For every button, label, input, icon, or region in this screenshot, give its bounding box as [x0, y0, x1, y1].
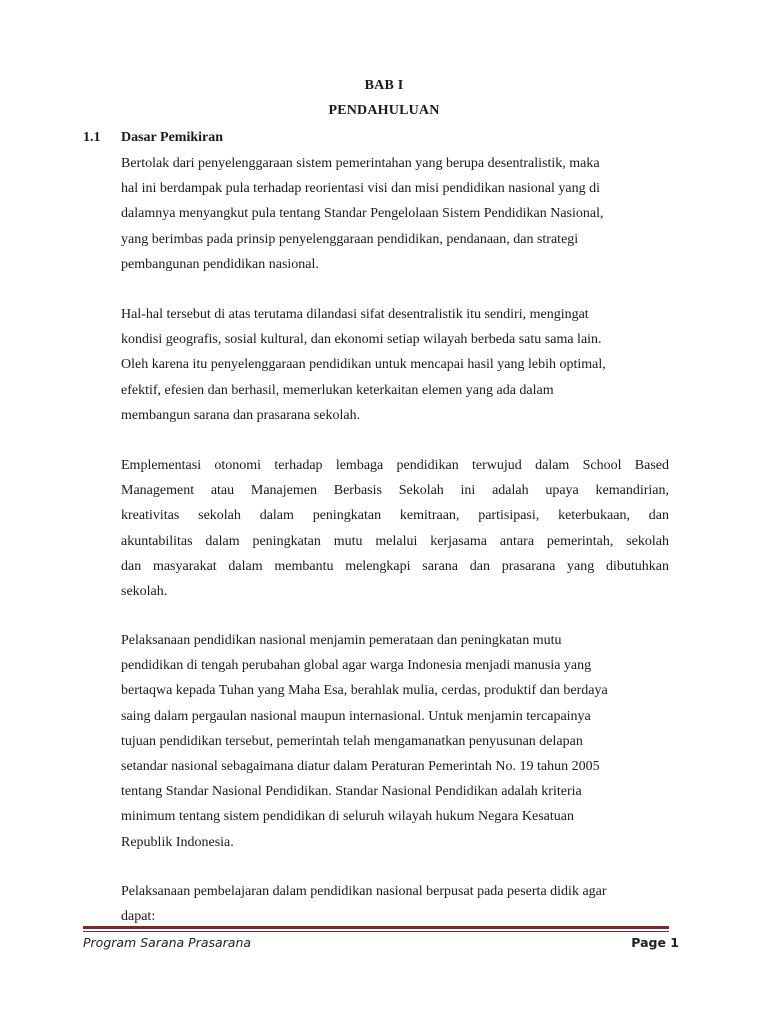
paragraph-line: dan masyarakat dalam membantu melengkapi sarana dan prasarana yang dibutuhkan [121, 558, 669, 574]
paragraph-2 [121, 302, 669, 428]
paragraph-line: pembangunan pendidikan nasional. [121, 256, 319, 272]
paragraph-line: pendidikan di tengah perubahan global agar warga Indonesia menjadi manusia yang [121, 658, 592, 674]
footer-rule-thin [83, 931, 669, 932]
paragraph-line: tentang Standar Nasional Pendidikan. Standar Nasional Pendidikan adalah kriteria [121, 784, 582, 800]
section-title: Dasar Pemikiran [121, 130, 224, 145]
paragraph-line: Pelaksanaan pembelajaran dalam pendidikan nasional berpusat pada peserta didik agar [121, 884, 607, 899]
paragraph-line: membangun sarana dan prasarana sekolah. [121, 407, 361, 423]
paragraph-line: setandar nasional sebagaimana diatur dalam Peraturan Pemerintah No. 19 tahun 2005 [121, 759, 600, 775]
paragraph-line: minimum tentang sistem pendidikan di seluruh wilayah hukum Negara Kesatuan [121, 809, 574, 825]
chapter-title: PENDAHULUAN [328, 103, 440, 118]
paragraph-line: hal ini berdampak pula terhadap reorientasi visi dan misi pendidikan nasional yang di [121, 181, 600, 197]
paragraph-line: kreativitas sekolah dalam peningkatan kemitraan, partisipasi, keterbukaan, dan [121, 508, 669, 524]
paragraph-line: saing dalam pergaulan nasional maupun internasional. Untuk menjamin tercapainya [121, 708, 591, 724]
paragraph-line: kondisi geografis, sosial kultural, dan ekonomi setiap wilayah berbeda satu sama lain. [121, 332, 602, 348]
paragraph-1 [121, 151, 669, 277]
footer-rule-thick [83, 926, 669, 929]
paragraph-line: Bertolak dari penyelenggaraan sistem pemerintahan yang berupa desentralistik, maka [121, 156, 600, 171]
paragraph-line: Oleh karena itu penyelenggaraan pendidikan untuk mencapai hasil yang lebih optimal, [121, 357, 606, 373]
paragraph-line: sekolah. [121, 584, 168, 600]
section-number: 1.1 [83, 130, 101, 145]
paragraph-line: tujuan pendidikan tersebut, pemerintah telah mengamanatkan penyusunan delapan [121, 733, 583, 749]
paragraph-line: Hal-hal tersebut di atas terutama dilandasi sifat desentralistik itu sendiri, mengingat [121, 307, 589, 322]
paragraph-line: dapat: [121, 909, 156, 925]
paragraph-line: Emplementasi otonomi terhadap lembaga pendidikan terwujud dalam School Based [121, 458, 669, 473]
paragraph-line: yang berimbas pada prinsip penyelenggaraan pendidikan, pendanaan, dan strategi [121, 231, 579, 247]
paragraph-line: akuntabilitas dalam peningkatan mutu melalui kerjasama antara pemerintah, sekolah [121, 533, 669, 549]
paragraph-line: Pelaksanaan pendidikan nasional menjamin pemerataan dan peningkatan mutu [121, 633, 562, 648]
paragraph-line: dalamnya menyangkut pula tentang Standar Pengelolaan Sistem Pendidikan Nasional, [121, 206, 604, 222]
footer-page-number: Page 1 [631, 935, 679, 950]
paragraph-line: Management atau Manajemen Berbasis Sekolah ini adalah upaya kemandirian, [121, 483, 669, 499]
paragraph-3 [121, 453, 669, 604]
paragraph-line: bertaqwa kepada Tuhan yang Maha Esa, berahlak mulia, cerdas, produktif dan berdaya [121, 683, 608, 699]
paragraph-line: efektif, efesien dan berhasil, memerlukan keterkaitan elemen yang ada dalam [121, 382, 554, 398]
footer-document-title: Program Sarana Prasarana [83, 935, 252, 950]
chapter-number: BAB I [364, 78, 404, 93]
paragraph-5 [121, 879, 669, 929]
paragraph-line: Republik Indonesia. [121, 834, 234, 850]
paragraph-4 [121, 628, 669, 855]
